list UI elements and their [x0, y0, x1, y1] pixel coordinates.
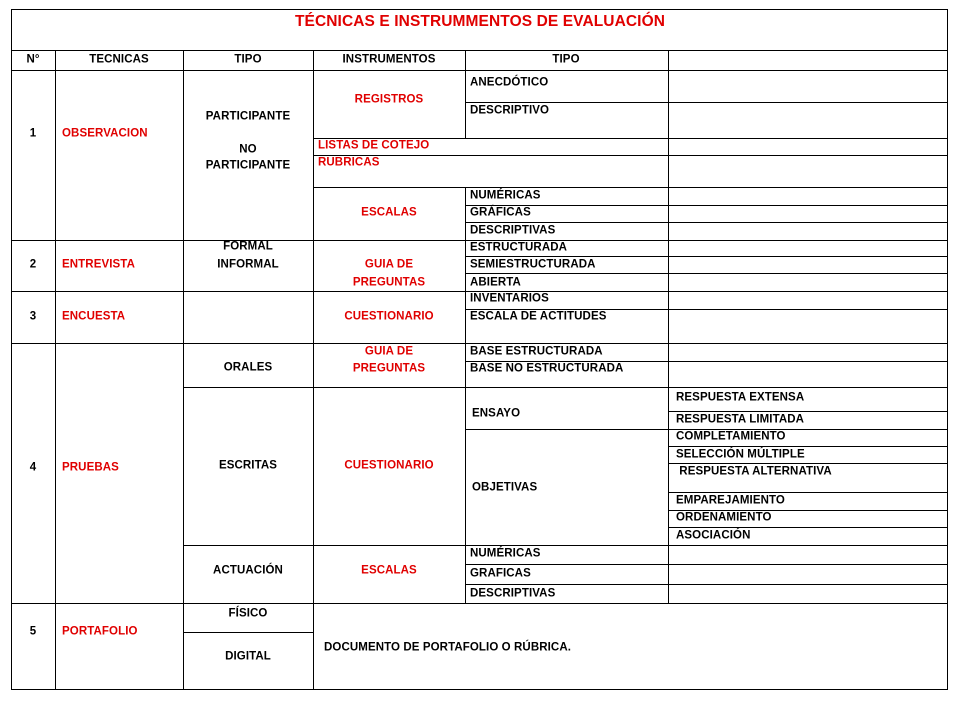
technique-name: PORTAFOLIO: [62, 625, 138, 638]
instrument-cell: CUESTIONARIO: [344, 459, 434, 472]
subtype-cell: INVENTARIOS: [470, 292, 549, 305]
detail-cell: RESPUESTA ALTERNATIVA: [676, 465, 832, 478]
subtype-cell: DESCRIPTIVO: [470, 104, 550, 117]
grid-line: [668, 492, 948, 493]
type-cell: FORMAL: [223, 240, 273, 253]
grid-line: [183, 50, 184, 690]
header-tipo: TIPO: [234, 53, 262, 66]
instrument-cell: GUIA DE: [364, 258, 414, 271]
grid-line: [313, 50, 314, 690]
technique-name: PRUEBAS: [62, 461, 119, 474]
grid-line: [668, 446, 948, 447]
header-number: N°: [26, 53, 40, 66]
row-number: 2: [29, 258, 37, 271]
grid-line: [668, 50, 669, 603]
instrument-cell: CUESTIONARIO: [344, 310, 434, 323]
type-cell: PARTICIPANTE: [205, 159, 291, 172]
detail-cell: RESPUESTA EXTENSA: [676, 391, 805, 404]
instrument-cell: GUIA DE: [364, 345, 414, 358]
detail-cell: EMPAREJAMIENTO: [676, 494, 785, 507]
grid-line: [465, 273, 948, 274]
grid-line: [465, 584, 948, 585]
grid-line: [11, 603, 948, 604]
header-tecnicas: TECNICAS: [89, 53, 149, 66]
type-cell: ACTUACIÓN: [213, 564, 283, 577]
subtype-cell: DESCRIPTIVAS: [470, 587, 556, 600]
header-tipo-2: TIPO: [552, 53, 580, 66]
subtype-cell: ENSAYO: [472, 407, 521, 420]
technique-name: OBSERVACION: [62, 127, 148, 140]
grid-line: [55, 50, 56, 690]
type-cell: INFORMAL: [217, 258, 279, 271]
detail-cell: COMPLETAMIENTO: [676, 430, 786, 443]
detail-cell: SELECCIÓN MÚLTIPLE: [676, 448, 805, 461]
instrument-cell: ESCALAS: [361, 564, 417, 577]
subtype-cell: BASE NO ESTRUCTURADA: [470, 362, 624, 375]
subtype-cell: ABIERTA: [470, 276, 521, 289]
subtype-cell: ESCALA DE ACTITUDES: [470, 310, 607, 323]
header-instrumentos: INSTRUMENTOS: [342, 53, 436, 66]
technique-name: ENTREVISTA: [62, 258, 135, 271]
subtype-cell: ESTRUCTURADA: [470, 241, 568, 254]
grid-line: [465, 102, 948, 103]
grid-line: [668, 411, 948, 412]
row-number: 4: [29, 461, 37, 474]
type-cell: NO: [239, 143, 257, 156]
subtype-cell: NUMÉRICAS: [470, 547, 541, 560]
grid-line: [11, 689, 948, 690]
grid-line: [313, 155, 948, 156]
row-number: 3: [29, 310, 37, 323]
subtype-cell: DESCRIPTIVAS: [470, 224, 556, 237]
instrument-cell: PREGUNTAS: [352, 362, 426, 375]
instrument-cell: DOCUMENTO DE PORTAFOLIO O RÚBRICA.: [324, 641, 572, 654]
grid-line: [11, 70, 948, 71]
subtype-cell: BASE ESTRUCTURADA: [470, 345, 603, 358]
grid-line: [313, 187, 948, 188]
row-number: 1: [29, 127, 37, 140]
subtype-cell: GRAFICAS: [470, 567, 531, 580]
grid-line: [11, 9, 948, 10]
grid-line: [465, 256, 948, 257]
grid-line: [183, 632, 313, 633]
detail-cell: ASOCIACIÓN: [676, 529, 751, 542]
page-title: TÉCNICAS E INSTRUMMENTOS DE EVALUACIÓN: [294, 13, 666, 30]
grid-line: [668, 463, 948, 464]
subtype-cell: NUMÉRICAS: [470, 189, 541, 202]
grid-line: [11, 343, 948, 344]
instrument-cell: LISTAS DE COTEJO: [318, 139, 430, 152]
grid-line: [947, 9, 948, 690]
technique-name: ENCUESTA: [62, 310, 126, 323]
row-number: 5: [29, 625, 37, 638]
instrument-cell: PREGUNTAS: [352, 276, 426, 289]
grid-line: [11, 9, 12, 690]
type-cell: ORALES: [223, 361, 273, 374]
grid-line: [465, 205, 948, 206]
grid-line: [11, 50, 948, 51]
grid-line: [465, 187, 466, 603]
grid-line: [465, 222, 948, 223]
instrument-cell: REGISTROS: [354, 93, 424, 106]
subtype-cell: OBJETIVAS: [472, 481, 538, 494]
detail-cell: ORDENAMIENTO: [676, 511, 772, 524]
type-cell: PARTICIPANTE: [205, 110, 291, 123]
instrument-cell: ESCALAS: [361, 206, 417, 219]
type-cell: FÍSICO: [228, 607, 268, 620]
type-cell: DIGITAL: [225, 650, 271, 663]
type-cell: ESCRITAS: [218, 459, 278, 472]
detail-cell: RESPUESTA LIMITADA: [676, 413, 805, 426]
instrument-cell: RUBRICAS: [318, 156, 380, 169]
grid-line: [465, 564, 948, 565]
grid-line: [183, 387, 948, 388]
grid-line: [465, 50, 466, 138]
grid-line: [183, 545, 948, 546]
subtype-cell: GRÁFICAS: [470, 206, 531, 219]
grid-line: [668, 527, 948, 528]
subtype-cell: SEMIESTRUCTURADA: [470, 258, 596, 271]
subtype-cell: ANECDÓTICO: [470, 76, 549, 89]
